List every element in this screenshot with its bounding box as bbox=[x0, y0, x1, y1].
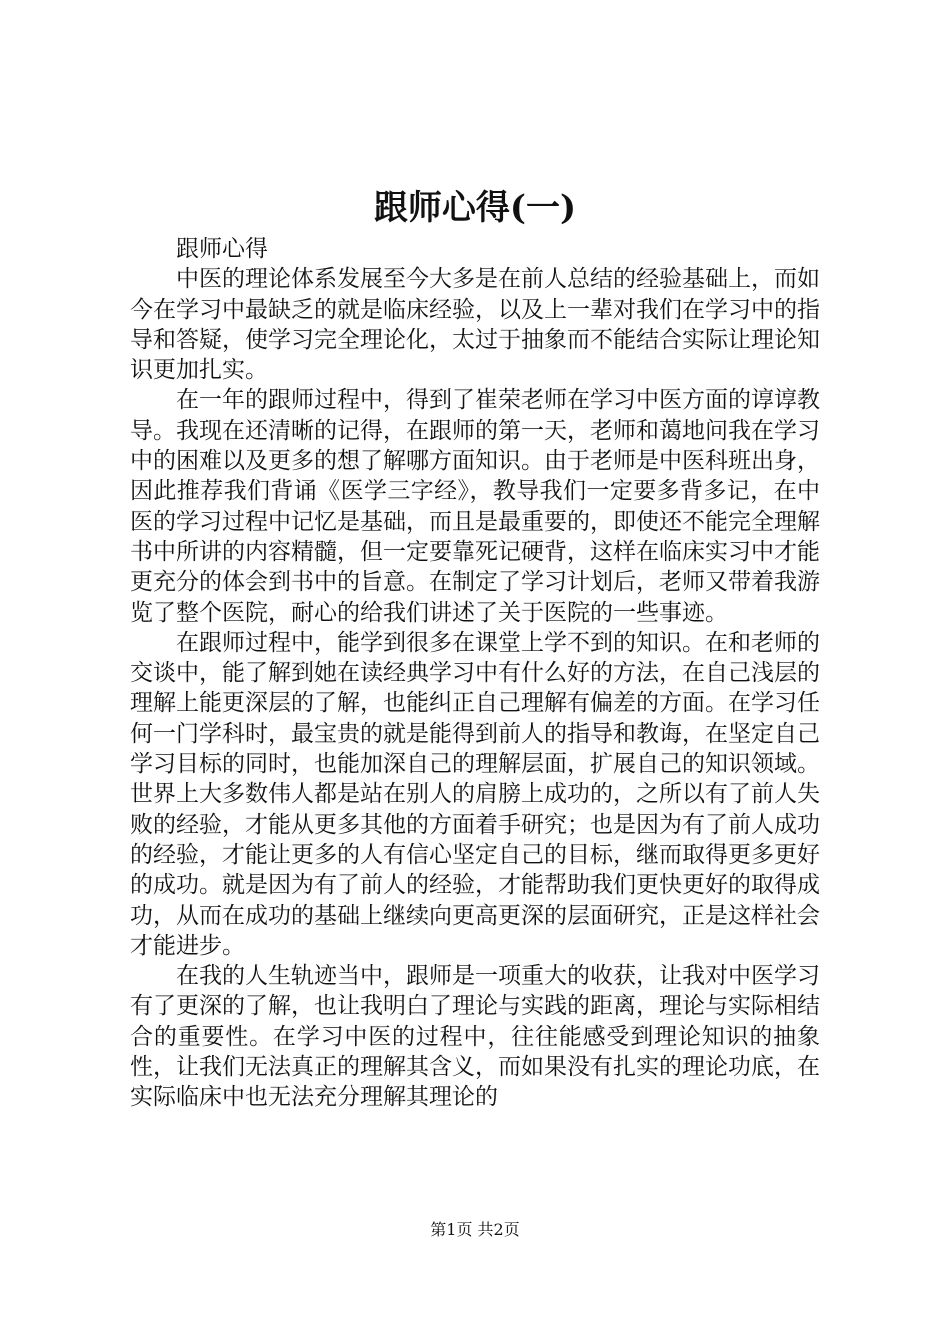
document-body bbox=[130, 234, 820, 1113]
document-title: 跟师心得(一) bbox=[373, 188, 577, 228]
page-number-footer: 第1页 共2页 bbox=[430, 1220, 520, 1239]
subtitle-paragraph: 跟师心得 bbox=[176, 236, 268, 262]
body-paragraph-4: 在我的人生轨迹当中，跟师是一项重大的收获，让我对中医学习有了更深的了解，也让我明白了理论与实践的距离，理论与实际相结合的重要性。在学习中医的过程中，往往能感受到理论知识的抽象性，让我们无法真正的理解其含义，而如果没有扎实的理论功底，在实际临床中也无法充分理解其理论的 bbox=[130, 963, 820, 1111]
body-paragraph-2: 在一年的跟师过程中，得到了崔荣老师在学习中医方面的谆谆教导。我现在还清晰的记得，在跟师的第一天，老师和蔼地问我在学习中的困难以及更多的想了解哪方面知识。由于老师是中医科班出身，因此推荐我们背诵《医学三字经》，教导我们一定要多背多记，在中医的学习过程中记忆是基础，而且是最重要的，即使还不能完全理解书中所讲的内容精髓，但一定要靠死记硬背，这样在临床实习中才能更充分的体会到书中的旨意。在制定了学习计划后，老师又带着我游览了整个医院，耐心的给我们讲述了关于医院的一些事迹。 bbox=[130, 387, 820, 626]
body-paragraph-1: 中医的理论体系发展至今大多是在前人总结的经验基础上，而如今在学习中最缺乏的就是临床经验，以及上一辈对我们在学习中的指导和答疑，使学习完全理论化，太过于抽象而不能结合实际让理论知识更加扎实。 bbox=[130, 266, 820, 384]
body-paragraph-3: 在跟师过程中，能学到很多在课堂上学不到的知识。在和老师的交谈中，能了解到她在读经典学习中有什么好的方法，在自己浅层的理解上能更深层的了解，也能纠正自己理解有偏差的方面。在学习任何一门学科时，最宝贵的就是能得到前人的指导和教诲，在坚定自己学习目标的同时，也能加深自己的理解层面，扩展自己的知识领域。世界上大多数伟人都是站在别人的肩膀上成功的，之所以有了前人失败的经验，才能从更多其他的方面着手研究；也是因为有了前人成功的经验，才能让更多的人有信心坚定自己的目标，继而取得更多更好的成功。就是因为有了前人的经验，才能帮助我们更快更好的取得成功，从而在成功的基础上继续向更高更深的层面研究，正是这样社会才能进步。 bbox=[130, 629, 820, 959]
